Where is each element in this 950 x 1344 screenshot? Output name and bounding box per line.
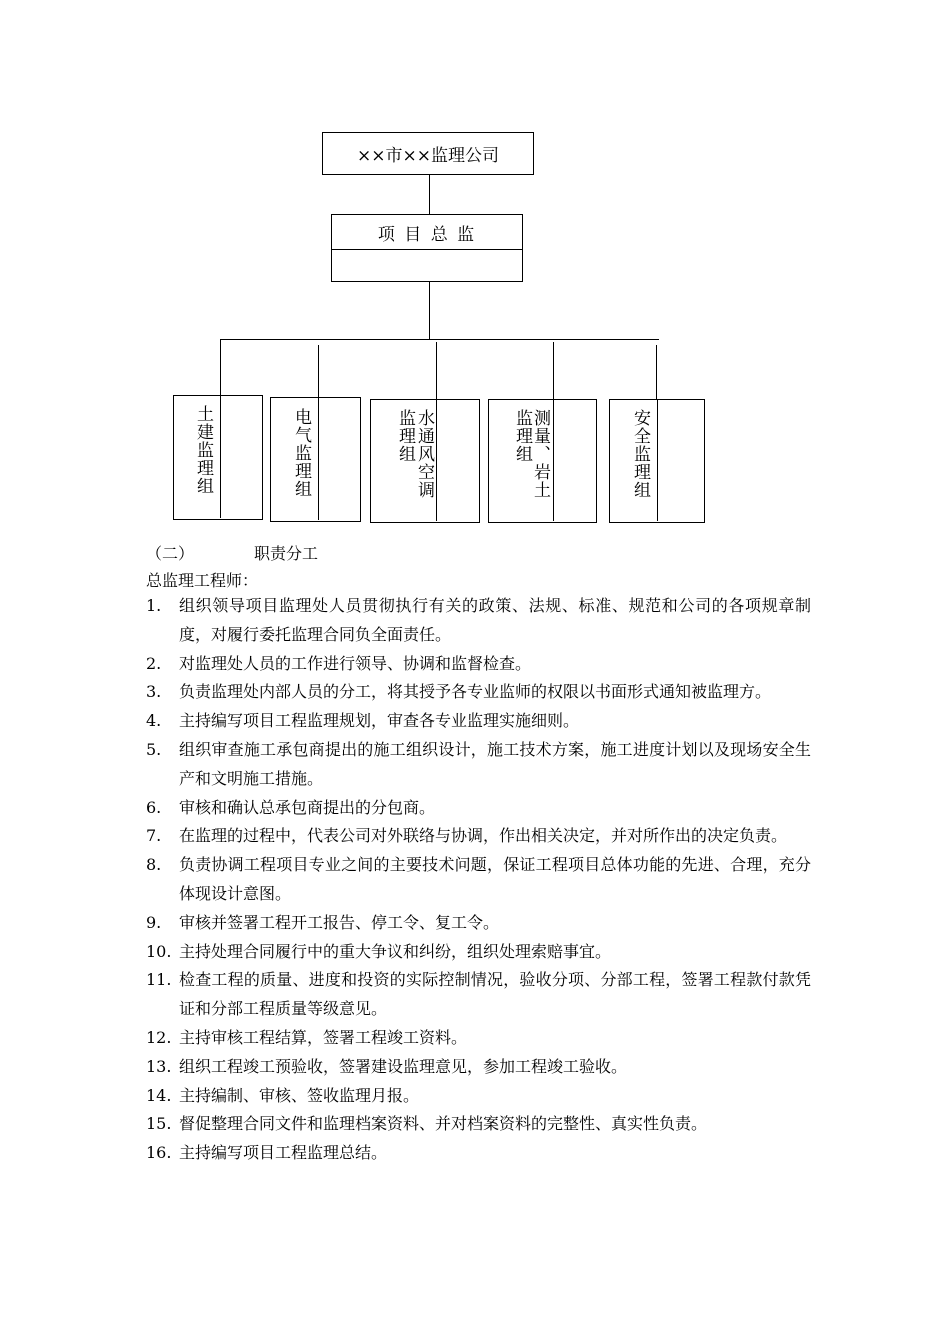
section-title: 职责分工 — [254, 544, 319, 563]
list-item — [146, 1110, 811, 1139]
group-label: 监理组 — [512, 409, 532, 463]
list-item — [146, 736, 811, 794]
item-text: 组织领导项目监理处人员贯彻执行有关的政策、法规、标准、规范和公司的各项规章制度，对履行委托监理合同负全面责任。 — [179, 596, 811, 644]
list-item — [146, 1053, 811, 1082]
item-text: 主持处理合同履行中的重大争议和纠纷，组织处理索赔事宜。 — [179, 941, 612, 961]
group-box-safety — [609, 399, 705, 523]
connector-line — [656, 345, 657, 399]
connector-line — [220, 339, 221, 395]
director-subcell — [332, 250, 522, 282]
item-number: 15. — [146, 1114, 172, 1134]
group-divider — [657, 400, 658, 521]
item-number: 7. — [146, 826, 162, 846]
item-number: 5. — [146, 739, 162, 759]
item-number: 3. — [146, 682, 162, 702]
list-item — [146, 966, 811, 1024]
list-item — [146, 707, 811, 736]
group-label-2: 测量、岩土 — [530, 409, 550, 499]
group-label-2: 水通风空调 — [414, 409, 434, 499]
group-label: 安全监理组 — [630, 409, 650, 499]
item-text: 负责协调工程项目专业之间的主要技术问题，保证工程项目总体功能的先进、合理，充分体现设计意图。 — [179, 855, 811, 903]
item-number: 8. — [146, 855, 162, 875]
duties-list — [146, 592, 811, 1168]
group-divider — [220, 396, 221, 518]
item-number: 11. — [146, 970, 172, 990]
item-text: 在监理的过程中，代表公司对外联络与协调，作出相关决定，并对所作出的决定负责。 — [179, 826, 788, 846]
connector-line — [429, 175, 430, 215]
group-divider — [436, 400, 437, 521]
connector-line — [318, 345, 319, 398]
connector-line — [436, 342, 437, 399]
item-number: 4. — [146, 711, 162, 731]
section-number: （二） — [146, 544, 195, 563]
list-item — [146, 1024, 811, 1053]
item-number: 2. — [146, 653, 162, 673]
group-divider — [553, 398, 554, 521]
group-label: 电气监理组 — [291, 408, 311, 498]
item-text: 组织工程竣工预验收，签署建设监理意见，参加工程竣工验收。 — [179, 1056, 628, 1076]
item-text: 主持编制、审核、签收监理月报。 — [179, 1085, 420, 1105]
list-item — [146, 909, 811, 938]
item-number: 9. — [146, 912, 162, 932]
list-item — [146, 1082, 811, 1111]
director-box — [331, 214, 523, 282]
item-text: 审核并签署工程开工报告、停工令、复工令。 — [179, 912, 500, 932]
list-item — [146, 1139, 811, 1168]
item-number: 6. — [146, 797, 162, 817]
item-number: 16. — [146, 1143, 172, 1163]
group-box-civil — [173, 395, 263, 520]
connector-line — [553, 342, 554, 398]
item-text: 组织审查施工承包商提出的施工组织设计，施工技术方案，施工进度计划以及现场安全生产和文明施工措施。 — [179, 739, 811, 788]
item-number: 13. — [146, 1056, 172, 1076]
item-text: 负责监理处内部人员的分工，将其授予各专业监师的权限以书面形式通知被监理方。 — [179, 682, 772, 702]
branch-line — [220, 339, 659, 340]
group-box-electrical — [270, 397, 361, 522]
item-text: 对监理处人员的工作进行领导、协调和监督检查。 — [179, 653, 532, 673]
item-number: 14. — [146, 1085, 172, 1105]
item-text: 督促整理合同文件和监理档案资料、并对档案资料的完整性、真实性负责。 — [179, 1114, 708, 1134]
group-divider — [318, 398, 319, 520]
group-label: 土建监理组 — [193, 405, 213, 495]
section-heading — [146, 541, 318, 564]
list-item — [146, 650, 811, 679]
list-item — [146, 938, 811, 967]
company-box — [322, 132, 534, 175]
list-item — [146, 822, 811, 851]
item-number: 1. — [146, 596, 162, 615]
item-text: 主持编写项目工程监理规划，审查各专业监理实施细则。 — [179, 711, 580, 731]
item-text: 检查工程的质量、进度和投资的实际控制情况，验收分项、分部工程，签署工程款付款凭证和分部工程质量等级意见。 — [179, 970, 811, 1019]
section-subheading: 总监理工程师： — [146, 571, 259, 590]
director-title: 项 目 总 监 — [332, 215, 522, 250]
item-text: 主持审核工程结算，签署工程竣工资料。 — [179, 1027, 468, 1047]
list-item — [146, 592, 811, 650]
connector-line — [429, 282, 430, 339]
group-label: 监理组 — [395, 409, 415, 463]
list-item — [146, 851, 811, 909]
item-number: 12. — [146, 1027, 172, 1047]
company-name: ××市××监理公司 — [357, 146, 499, 166]
list-item — [146, 794, 811, 823]
item-text: 主持编写项目工程监理总结。 — [179, 1143, 388, 1163]
list-item — [146, 678, 811, 707]
item-number: 10. — [146, 941, 172, 961]
item-text: 审核和确认总承包商提出的分包商。 — [179, 797, 436, 817]
